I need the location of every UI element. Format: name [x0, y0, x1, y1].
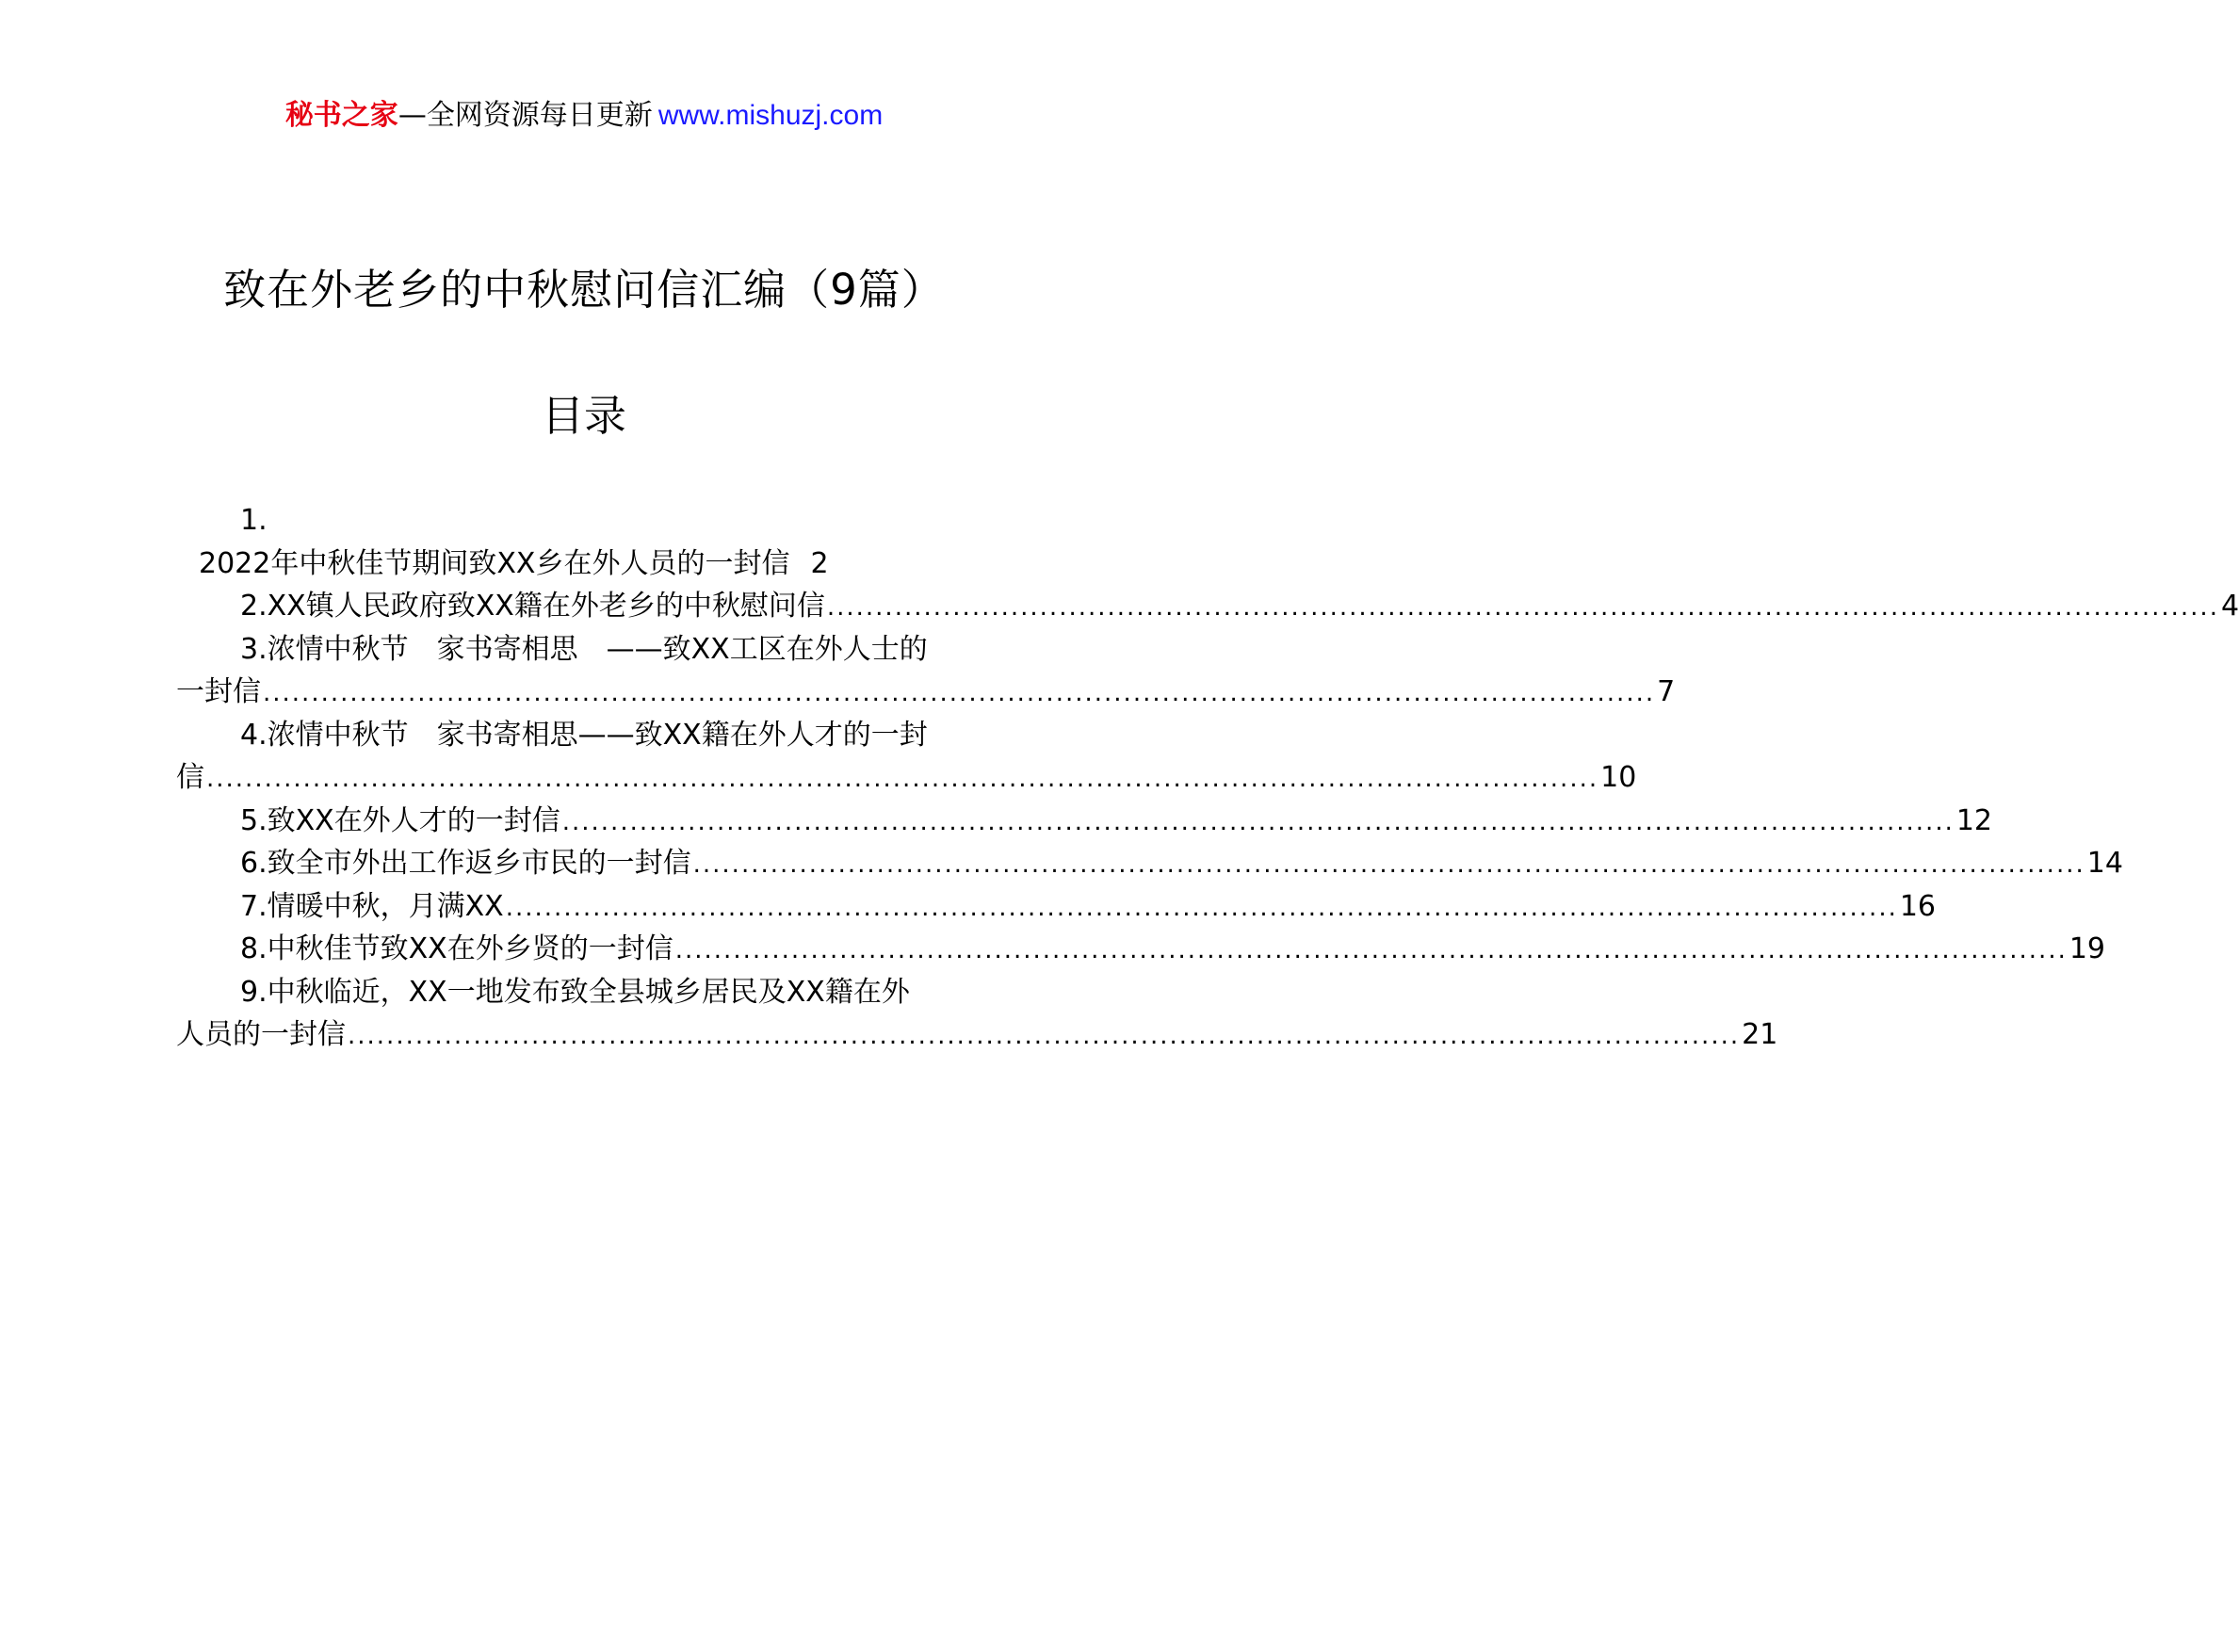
- toc-entry-number: 7.: [240, 889, 268, 923]
- toc-entry-2[interactable]: [176, 585, 2239, 628]
- toc-entry-1[interactable]: [176, 543, 992, 586]
- toc-entry-title: 中秋佳节致XX在外乡贤的一封信: [267, 932, 673, 965]
- toc-entry-4-line-1[interactable]: [176, 714, 992, 757]
- toc-entry-page: 19: [2069, 932, 2106, 965]
- brand-name: 秘书之家: [284, 99, 398, 132]
- toc-entry-3-line-2[interactable]: [176, 671, 1676, 714]
- toc-entry-page: 4: [2220, 590, 2239, 623]
- site-url-link[interactable]: www.mishuzj.com: [657, 100, 884, 131]
- toc-entry-number: 5.: [240, 803, 268, 837]
- toc-entry-title: 致XX在外人才的一封信: [267, 803, 560, 837]
- toc-leader-dots: ................................................................................................................................................: [348, 1022, 1741, 1050]
- toc-leader-dots: ................................................................................................................................................: [263, 679, 1656, 707]
- toc-entry-5[interactable]: [176, 800, 1993, 843]
- toc-leader-dots: ................................................................................................................................................: [826, 593, 2219, 622]
- toc-entry-number: 4.: [240, 718, 268, 752]
- toc-entry-number: 1.: [240, 504, 268, 537]
- toc-entry-8[interactable]: [176, 928, 2106, 971]
- toc-entry-title: 情暖中秋，月满XX: [267, 889, 504, 923]
- toc-entry-page: 21: [1742, 1018, 1778, 1051]
- toc-entry-title-continued: 一封信: [176, 675, 261, 708]
- toc-entry-page: 16: [1899, 889, 1937, 923]
- toc-entry-number: 9.: [240, 975, 268, 1009]
- toc-entry-title-continued: 信: [176, 761, 204, 794]
- toc-entry-title: XX镇人民政府致XX籍在外老乡的中秋慰问信: [267, 590, 825, 623]
- toc-leader-dots: ................................................................................................................................................: [206, 765, 1599, 793]
- toc-entry-number: 8.: [240, 932, 268, 965]
- toc-entry-page: 7: [1657, 675, 1676, 708]
- document-title: 致在外老乡的中秋慰问信汇编（9篇）: [223, 265, 945, 315]
- toc-entry-title: 致全市外出工作返乡市民的一封信: [267, 847, 691, 880]
- toc-entry-6[interactable]: [176, 842, 2123, 885]
- toc-entry-title: 中秋临近，XX一地发布致全县城乡居民及XX籍在外: [267, 975, 910, 1009]
- toc-entry-7[interactable]: [176, 885, 1937, 929]
- toc-entry-title-continued: 人员的一封信: [176, 1018, 346, 1051]
- toc-entry-title: 浓情中秋节 家书寄相思 ——致XX工区在外人士的: [267, 632, 928, 666]
- toc-leader-dots: ................................................................................................................................................: [674, 936, 2068, 964]
- toc-entry-1-number-line[interactable]: [176, 499, 992, 543]
- toc-entry-number: 3.: [240, 632, 268, 666]
- toc-entry-page: 14: [2086, 847, 2123, 880]
- toc-entry-page: 2: [810, 546, 829, 580]
- toc-heading: 目录: [541, 391, 626, 441]
- toc-entry-number: 6.: [240, 847, 268, 880]
- toc-leader-dots: ................................................................................................................................................: [505, 893, 1898, 922]
- toc-leader-dots: ................................................................................................................................................: [692, 850, 2085, 879]
- toc-entry-9-line-1[interactable]: [176, 971, 992, 1014]
- site-header: [0, 94, 1168, 138]
- table-of-contents: [176, 499, 2239, 1057]
- toc-entry-page: 12: [1955, 803, 1993, 837]
- toc-entry-9-line-2[interactable]: [176, 1013, 1778, 1057]
- header-tagline: —全网资源每日更新: [398, 99, 653, 132]
- toc-entry-3-line-1[interactable]: [176, 628, 992, 672]
- toc-entry-page: 10: [1600, 761, 1637, 794]
- toc-leader-dots: ................................................................................................................................................: [561, 807, 1955, 836]
- toc-entry-title: 2022年中秋佳节期间致XX乡在外人员的一封信: [199, 546, 790, 580]
- toc-entry-number: 2.: [240, 590, 268, 623]
- toc-entry-4-line-2[interactable]: [176, 756, 1637, 800]
- toc-entry-title: 浓情中秋节 家书寄相思——致XX籍在外人才的一封: [267, 718, 928, 752]
